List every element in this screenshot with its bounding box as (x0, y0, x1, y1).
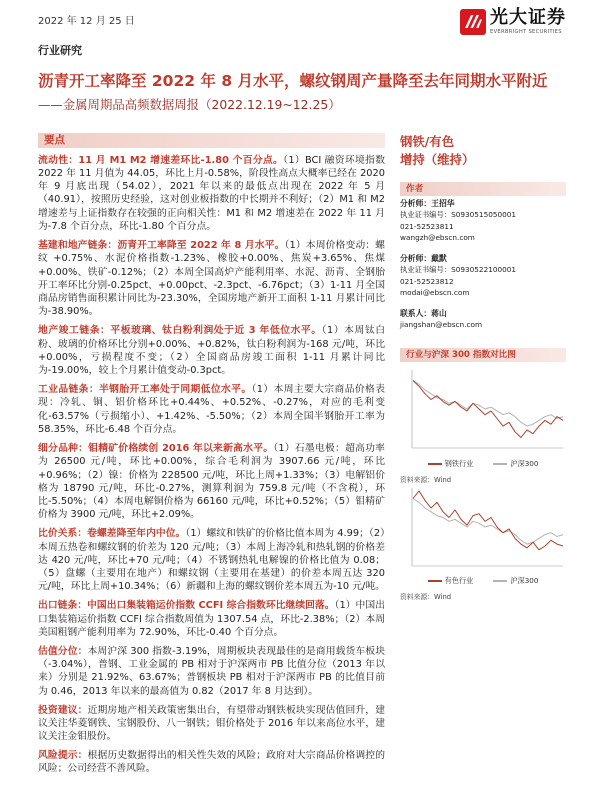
paragraph-lead: 出口链条：中国出口集装箱运价指数 CCFI 综合指数环比继续回落。 (38, 600, 335, 612)
rating-label: 增持（维持） (400, 152, 475, 167)
legend-label: 沪深300 (510, 576, 539, 585)
legend-item (428, 576, 474, 586)
legend-swatch (493, 580, 507, 582)
chart-series-line-1 (413, 381, 563, 438)
legend-swatch (493, 463, 507, 465)
author-card (400, 253, 566, 299)
summary-paragraph-recommendation (38, 704, 385, 744)
paragraph-body: 根据历史数据得出的相关性失效的风险；政府对大宗商品价格调控的风险；公司经营不善风险。 (38, 750, 386, 775)
paragraph-lead: 流动性：11 月 M1 M2 增速差环比-1.80 个百分点。 (38, 154, 284, 166)
legend-item (493, 576, 538, 586)
everbright-logo-icon (460, 9, 486, 35)
chart-series-line-2 (413, 381, 563, 427)
chart-legend (400, 458, 566, 470)
paragraph-body: （1）本周价格变动：螺纹 +0.75%、水泥价格指数-1.23%、橡胶+0.00%、焦炭+3.65%、焦煤+0.00%、铁矿-0.12%；（2）本周全国高炉产能利用率、水泥、沥青、全钢胎开工率环比分别-0.25pct、+0.00pct、-2.3pct、-6.76pct；（3）1-11 月全国商品房销售面积累计同比为-23.30%，全国房地产新开工面积 1-11 月累计同比为-38.90%。 (38, 239, 385, 318)
legend-label: 钢铁行业 (444, 459, 474, 468)
chart-heading: 行业与沪深 300 指数对比图 (400, 348, 566, 362)
paragraph-body: （1）本周主要大宗商品价格表现：冷轧、铜、铝价格环比+0.44%、+0.52%、-0.27%，对应的毛利变化-63.57%（亏损缩小）、+1.42%、-5.50%；（2）本周全国半钢胎开工率为 58.35%，环比-6.48 个百分点。 (38, 384, 385, 436)
logo-chinese-name: 光大证券 (490, 6, 566, 28)
report-title: 沥青开工率降至 2022 年 8 月水平，螺纹钢周产量降至去年同期水平附近 (38, 72, 548, 90)
author-license: 执业证书编号：S0930522100001 (400, 265, 517, 275)
chart-source: 资料来源：Wind (400, 593, 452, 601)
paragraph-body: 近期房地产相关政策密集出台，有望带动钢铁板块实现估值回升，建议关注华菱钢铁、宝钢股份、八一钢铁；钼价格处于 2016 年以来高位水平，建议关注金钼股份。 (38, 704, 386, 743)
industry-label: 钢铁/有色 (400, 134, 455, 149)
summary-paragraph-industrial (38, 383, 385, 436)
report-subtitle: ——金属周期品高频数据周报（2022.12.19~12.25） (38, 97, 341, 112)
brand-logo (460, 6, 566, 38)
paragraph-lead: 风险提示： (38, 750, 88, 762)
paragraph-lead: 细分品种：钼精矿价格续创 2016 年以来新高水平。 (38, 442, 274, 454)
report-date: 2022 年 12 月 25 日 (38, 16, 135, 27)
author-phone: 021-52523811 (400, 221, 454, 231)
paragraph-lead: 比价关系：卷螺差降至年内中位。 (38, 528, 186, 540)
author-email: wangzh@ebscn.com (400, 233, 475, 243)
legend-swatch (428, 463, 442, 465)
legend-item (493, 459, 538, 469)
author-license: 执业证书编号：S0930515050001 (400, 210, 517, 220)
legend-label: 有色行业 (444, 576, 474, 585)
summary-paragraph-infrastructure (38, 239, 385, 319)
author-email: modai@ebscn.com (400, 288, 470, 298)
report-category: 行业研究 (38, 44, 82, 57)
paragraph-body: （1）BCI 融资环境指数 2022 年 11 月值为 44.05，环比上月-0.58%，阶段性高点大概率已经在 2020 年 9 月底出现（54.02），2021 年以来的最低点出现在 2022 年 5 月（40.91），按照历史经验，这对创业板指数的中长期并不利好；（2）M1 和 M2 增速差与上证指数存在较强的正向相关性：M1 和 M2 增速差在 2022 年 11 月为-7.8 个百分点，环比-1.80 个百分点。 (38, 154, 385, 233)
summary-paragraph-segments (38, 442, 385, 522)
authors-heading: 作者 (400, 182, 566, 196)
summary-paragraph-completion (38, 324, 385, 377)
author-phone: 021-52523812 (400, 276, 454, 286)
paragraph-body: （1）中国出口集装箱运价指数 CCFI 综合指数周值为 1307.54 点，环比-2.38%；（2）本周美国粗钢产能利用率为 72.90%，环比-0.40 个百分点。 (38, 600, 385, 638)
logo-english-name: EVERBRIGHT SECURITIES (490, 28, 562, 35)
paragraph-body: （1）石墨电极：超高功率为 26500 元/吨，环比+0.00%，综合毛利润为 3907.66 元/吨，环比+0.96%；（2）镍：价格为 228500 元/吨，环比上周+1.33%；（3）电解铝价格为 18790 元/吨，环比-0.27%，测算利润为 759.8 元/吨（不含税），环比-5.50%；（4）本周电解铜价格为 66160 元/吨，环比+0.52%；（5）钼精矿价格为 3900 元/吨，环比+2.09%。 (38, 442, 385, 521)
legend-label: 沪深300 (510, 459, 539, 468)
summary-paragraph-risk (38, 749, 385, 776)
legend-swatch (428, 580, 442, 582)
summary-paragraph-export (38, 599, 385, 639)
contact-card (400, 308, 566, 331)
summary-paragraph-valuation (38, 645, 385, 698)
chart-series-line-1 (413, 491, 563, 550)
logo-wordmark (490, 6, 566, 35)
summary-heading: 要点 (38, 133, 385, 148)
legend-item (428, 459, 474, 469)
steel-vs-csi300-chart (400, 366, 566, 456)
paragraph-lead: 工业品链条：半钢胎开工率处于同期低位水平。 (38, 384, 252, 396)
paragraph-body: （1）螺纹和铁矿的价格比值本周为 4.99；（2）本周五热卷和螺纹钢的价差为 120 元/吨；（3）本周上海冷轧和热轧钢的价格差达 420 元/吨，环比+70 元/吨；（4）不锈钢热轧电解镍的价格比值为 0.08；（5）盘螺（主要用在地产）和螺纹钢（主要用在基建）的价差本周五达 320 元/吨，环比上周+10.34%；（6）新疆和上海的螺纹钢价差本周五为-10 元/吨。 (38, 528, 385, 593)
contact-name: 联系人：蒋山 (400, 309, 447, 318)
summary-paragraph-price-ratios (38, 527, 385, 593)
author-card (400, 198, 566, 244)
chart-series-line-2 (413, 499, 563, 545)
summary-paragraph-liquidity (38, 154, 385, 234)
paragraph-body: （1）本周钛白粉、玻璃的价格环比分别+0.00%、+0.82%，钛白粉利润为-168 元/吨，环比+0.00%，亏损程度不变；（2）全国商品房竣工面积 1-11 月累计同比为-19.00%，较上个月累计值变动-0.3pct。 (38, 325, 385, 377)
author-name: 分析师：戴默 (400, 254, 447, 263)
paragraph-lead: 投资建议： (38, 704, 88, 716)
paragraph-lead: 估值分位： (38, 645, 88, 657)
paragraph-lead: 基建和地产链条：沥青开工率降至 2022 年 8 月水平。 (38, 239, 285, 251)
nonferrous-vs-csi300-chart (400, 484, 566, 574)
summary-column (38, 133, 385, 776)
chart-source: 资料来源：Wind (400, 476, 452, 484)
author-name: 分析师：王招华 (400, 199, 455, 208)
paragraph-body: 本周沪深 300 指数-3.19%，周期板块表现最佳的是商用载货车板块（-3.04%），普钢、工业金属的 PB 相对于沪深两市 PB 比值分位（2013 年以来）分别是 21.92%、63.67%；普钢板块 PB 相对于沪深两市 PB 的比值目前为 0.46，2013 年以来的最高值为 0.82（2017 年 8 月达到）。 (38, 645, 386, 697)
contact-email: jiangshan@ebscn.com (400, 320, 483, 330)
paragraph-lead: 地产竣工链条：平板玻璃、钛白粉利润处于近 3 年低位水平。 (38, 325, 322, 337)
chart-legend (400, 575, 566, 587)
